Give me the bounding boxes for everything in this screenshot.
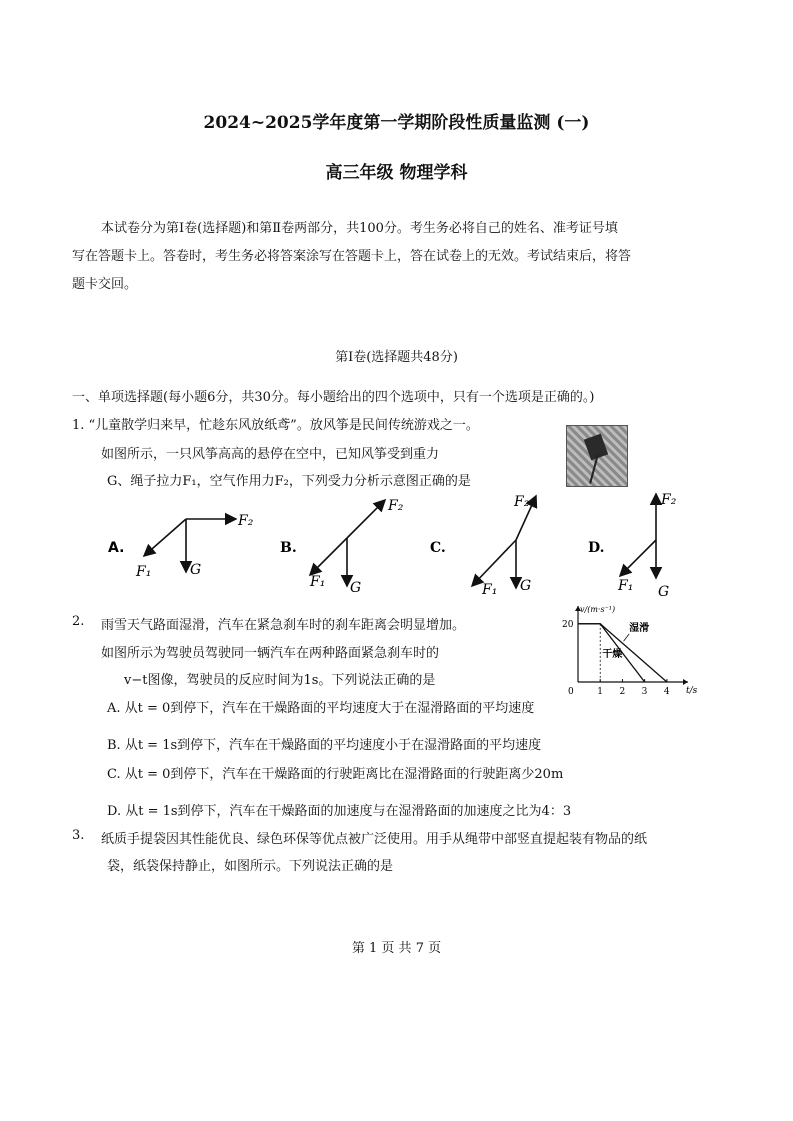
option-a-g: G (190, 562, 202, 578)
x-axis-label: t/s (686, 686, 698, 696)
q1-line-3: G、绳子拉力F₁，空气作用力F₂，下列受力分析示意图正确的是 (107, 474, 471, 489)
option-d-diagram (588, 492, 677, 600)
option-a-diagram (108, 513, 254, 580)
option-b-label: B. (280, 540, 297, 556)
intro-line-2: 写在答题卡上。答卷时，考生务必将答案涂写在答题卡上，答在试卷上的无效。考试结束后，将答 (72, 249, 632, 264)
option-d-g: G (658, 584, 670, 600)
q3-line-1: 纸质手提袋因其性能优良、绿色环保等优点被广泛使用。用手从绳带中部竖直提起装有物品的纸 (101, 832, 648, 847)
page-footer: 第 1 页 共 7 页 (351, 941, 442, 956)
option-a-f2: F₂ (238, 513, 254, 529)
exam-subtitle: 高三年级 物理学科 (325, 163, 468, 183)
option-c-diagram (430, 494, 536, 598)
option-c-f2: F₂ (514, 494, 530, 510)
series-label-wet-leader (624, 634, 630, 641)
q3-number: 3. (72, 828, 85, 843)
option-b-f1: F₁ (310, 574, 326, 590)
series-label-wet: 湿滑 (629, 623, 650, 635)
option-c-g: G (520, 578, 532, 594)
q2-option-a: A. 从t = 0到停下，汽车在干燥路面的平均速度大于在湿滑路面的平均速度 (107, 701, 535, 716)
option-d-f1: F₁ (618, 578, 634, 594)
option-b-diagram (280, 498, 404, 596)
x-axis-arrow (683, 679, 688, 685)
exam-title: 2024~2025学年度第一学期阶段性质量监测 (一) (203, 113, 590, 133)
q2-line-1: 雨雪天气路面湿滑，汽车在紧急刹车时的刹车距离会明显增加。 (101, 618, 466, 633)
option-d-f2: F₂ (661, 492, 677, 508)
series-label-dry: 干燥 (602, 648, 623, 660)
y-axis-label: v/(m·s⁻¹) (580, 605, 616, 614)
option-a-label: A. (108, 540, 125, 556)
x-tick-label: 0 (568, 687, 574, 697)
q2-number: 2. (72, 614, 85, 629)
q2-option-b: B. 从t = 1s到停下，汽车在干燥路面的平均速度小于在湿滑路面的平均速度 (107, 738, 542, 753)
option-b-g: G (350, 580, 362, 596)
kite-photo (566, 425, 628, 487)
option-d-label: D. (588, 540, 605, 556)
q2-line-3: v−t图像，驾驶员的反应时间为1s。下列说法正确的是 (124, 673, 436, 688)
x-tick-label: 1 (597, 687, 603, 697)
q1-line-1: 1. “儿童散学归来早，忙趁东风放纸鸢”。放风筝是民间传统游戏之一。 (72, 418, 479, 433)
vt-graph (560, 598, 698, 697)
q2-option-d: D. 从t = 1s到停下，汽车在干燥路面的加速度与在湿滑路面的加速度之比为4：3 (107, 804, 572, 819)
q2-line-2: 如图所示为驾驶员驾驶同一辆汽车在两种路面紧急刹车时的 (101, 646, 440, 661)
section-title: 第Ⅰ卷(选择题共48分) (335, 350, 458, 365)
q1-line-2: 如图所示，一只风筝高高的悬停在空中，已知风筝受到重力 (101, 447, 440, 462)
q2-option-c: C. 从t = 0到停下，汽车在干燥路面的行驶距离比在湿滑路面的行驶距离少20m (107, 767, 564, 782)
q3-line-2: 袋，纸袋保持静止，如图所示。下列说法正确的是 (107, 859, 394, 874)
intro-line-1: 本试卷分为第Ⅰ卷(选择题)和第Ⅱ卷两部分，共100分。考生务必将自己的姓名、准考证号填 (101, 221, 618, 236)
option-b-f2: F₂ (388, 498, 404, 514)
x-tick-label: 3 (641, 687, 648, 697)
option-c-label: C. (430, 540, 446, 556)
x-tick-label: 2 (619, 687, 626, 697)
intro-line-3: 题卡交回。 (72, 277, 138, 292)
option-c-f1: F₁ (482, 582, 498, 598)
x-tick-label: 4 (663, 687, 670, 697)
q1-force-diagrams (100, 490, 700, 600)
option-a-f1: F₁ (136, 564, 152, 580)
part1-instructions: 一、单项选择题(每小题6分，共30分。每小题给出的四个选项中，只有一个选项是正确的。) (72, 390, 595, 405)
y-tick-label: 20 (562, 619, 574, 630)
